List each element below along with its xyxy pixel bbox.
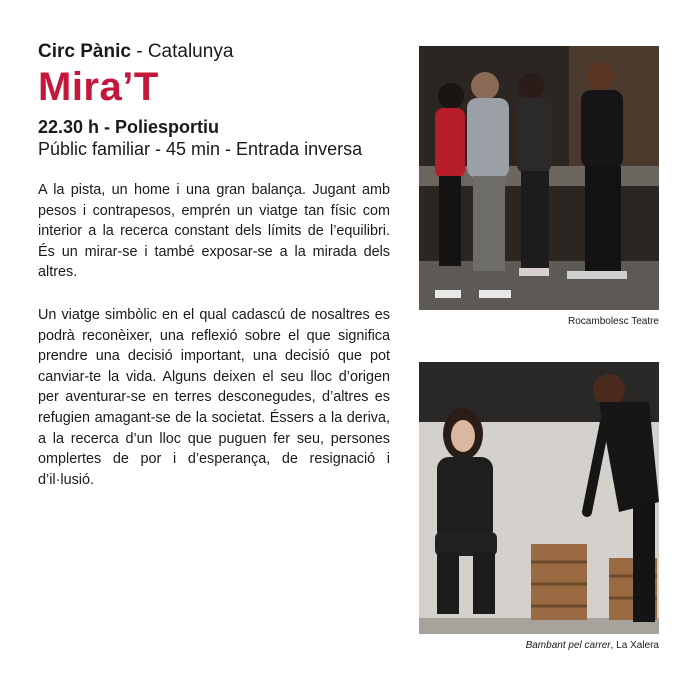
company-line <box>38 40 390 64</box>
photo-bambant <box>419 362 659 634</box>
description-paragraph-2: Un viatge simbòlic en el qual cadascú de nosaltres es podrà reconèixer, una reflexió sobre el que significa prendre una decisió important, una decisió que pot canviar-te la vida. Alguns deixen el seu lloc d’origen per aventurar-se en terres desconegudes, d’altres es refugien amagant-se de la societat. Éssers a la deriva, a la recerca d’un lloc que puguen fer seu, persones omplertes de por i d’esperança, de resignació i d’il·lusió. <box>38 306 390 488</box>
audience-info: Públic familiar - 45 min - Entrada inversa <box>38 139 363 159</box>
show-title: Mira’T <box>38 65 159 109</box>
photo2-caption-title: Bambant pel carrer <box>525 640 611 651</box>
photo-rocambolesc <box>419 46 659 310</box>
photo2-caption <box>526 640 659 651</box>
text-column <box>38 40 390 490</box>
photo2-caption-company: , La Xalera <box>610 640 659 651</box>
description-paragraph-1: A la pista, un home i una gran balança. Jugant amb pesos i contrapesos, emprén un viatge tan físic com interior a la recerca constant dels límits de l’equilibri. És un mirar-se i també exposar-se a la mirada dels altres. <box>38 182 390 281</box>
company-name: Circ Pànic <box>38 41 131 62</box>
company-separator: - <box>130 41 148 62</box>
company-region: Catalunya <box>147 41 234 62</box>
time-place: 22.30 h - Poliesportiu <box>38 117 220 137</box>
photo1-caption: Rocambolesc Teatre <box>568 316 659 327</box>
